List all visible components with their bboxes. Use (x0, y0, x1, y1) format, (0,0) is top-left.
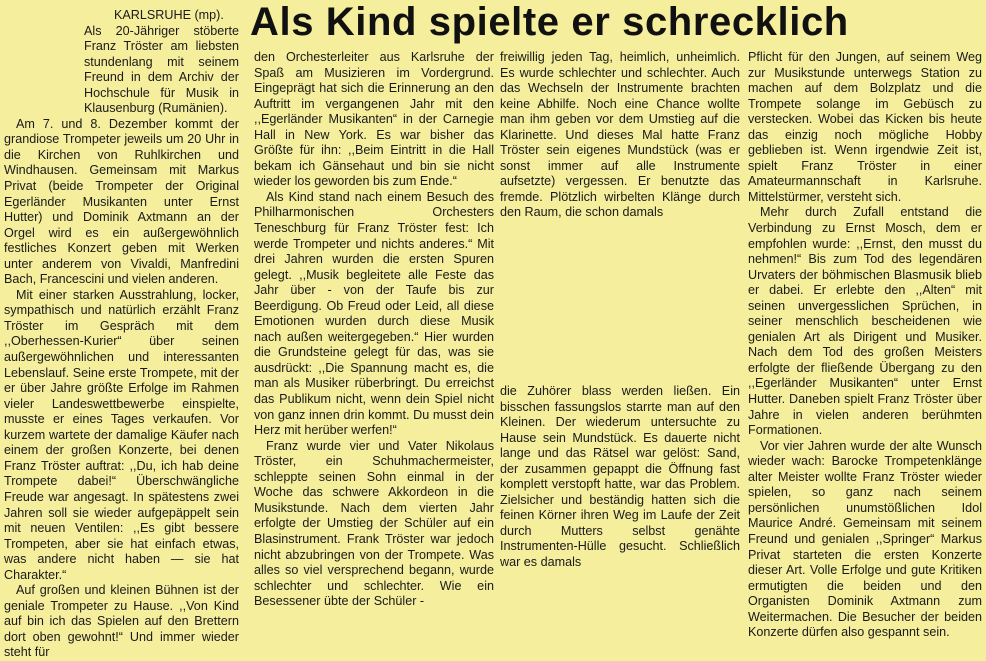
article-column-2 (254, 50, 494, 609)
paragraph: Als Kind stand nach einem Besuch des Philharmonischen Orchesters Teneschburg für Franz Tröster fest: Ich werde Trompeter und nichts anderes.“ Mit drei Jahren wurden die ersten Spuren gelegt. ,,Musik begleitete alle Feste das Jahr über - von der Taufe bis zur Beerdigung. Ob Freud oder Leid, all diese Emotionen wurden durch diese Musik nach außen weitergegeben.“ Hier wurden die Grundsteine gelegt für das, was sie ausdrückt: ,,Die Spannung macht es, die man als Musiker rüberbringt. Du erreichst das Publikum nicht, wenn dein Spiel nicht von ganz innen drin kommt. Du musst dein Herz mit herüber werfen!“ (254, 189, 494, 438)
article-headline: Als Kind spielte er schrecklich (250, 0, 849, 44)
paragraph: den Orchesterleiter aus Karlsruhe der Spaß am Musizieren im Vordergrund. Eingeprägt hat sich die Erinnerung an den Auftritt im vergangenen Jahr mit den ,,Egerländer Musikanten“ in der Carnegie Hall in New York. Es war bisher das Größte für ihn: ,,Beim Eintritt in die Hall bekam ich Gänsehaut und bin sie nicht wieder los geworden bis zum Ende.“ (254, 50, 494, 189)
paragraph: Am 7. und 8. Dezember kommt der grandiose Trompeter jeweils um 20 Uhr in die Kirchen von Ruhlkirchen und Windhausen. Gemeinsam mit Markus Privat (beide Trompeter der Original Egerländer Musikanten unter Ernst Hutter) und Dominik Axtmann an der Orgel wird es ein außergewöhnlich festliches Konzert geben mit Werken unter anderem von Vivaldi, Manfredini Bach, Francescini und vielen anderen. (4, 116, 239, 287)
paragraph: Franz wurde vier und Vater Nikolaus Tröster, ein Schuhmachermeister, schleppte seinen Sohn einmal in der Woche das schwere Akkordeon in die Musikstunde. Nach dem vierten Jahr erfolgte der Umstieg der Schüler auf ein Blasinstrument. Frank Tröster war jedoch nicht abzubringen von der Trompete. Was alles so viel versprechend begann, wurde schlechter und schlechter. Wie ein Besessener übte der Schüler - (254, 438, 494, 609)
article-column-3-bottom (500, 384, 740, 570)
lead-paragraph: Als 20-Jähriger stöberte Franz Tröster am liebsten stundenlang mit seinem Freund in dem Archiv der Hochschule für Musik in Klausenburg (Rumänien). (84, 23, 239, 116)
article-column-3-top (500, 50, 740, 220)
article-column-4 (748, 50, 982, 640)
paragraph: Mehr durch Zufall entstand die Verbindung zu Ernst Mosch, dem er empfohlen wurde: ,,Ernst, den musst du nehmen!“ Bis zum Tod des legendären Urvaters der böhmischen Blasmusik blieb er dabei. Er erlebte den ,,Alten“ mit seinen unvergesslichen Sprüchen, in seiner menschlich bescheidenen wie genialen Art als Dirigent und Musiker. Nach dem Tod des großen Meisters erfolgte der fließende Übergang zu den ,,Egerländer Musikanten“ unter Ernst Hutter. Daneben spielt Franz Tröster über Jahre in vielen anderen berühmten Formationen. (748, 205, 982, 438)
article-column-1 (4, 8, 239, 660)
paragraph: Pflicht für den Jungen, auf seinem Weg zur Musikstunde unterwegs Station zu machen auf dem Bolzplatz und die Trompete solange im Gebüsch zu verstecken. Wobei das Kicken bis heute das einzig noch mögliche Hobby geblieben ist. Wenn irgendwie Zeit ist, spielt Franz Tröster in einer Amateurmannschaft in Karlsruhe. Mittelstürmer, versteht sich. (748, 50, 982, 204)
paragraph: Mit einer starken Ausstrahlung, locker, sympathisch und natürlich erzählt Franz Tröster im Gespräch mit dem ,,Oberhessen-Kurier“ über seinen außergewöhnlichen und interessanten Lebenslauf. Seine erste Trompete, mit der er über Jahre größte Erfolge im Rahmen vieler Landeswettbewerbe einspielte, musste er eines Tages verkaufen. Vor kurzem wartete der damalige Käufer nach einem der großen Konzerte, bei denen Franz Tröster auftrat: ,,Du, ich hab deine Trompete dabei!“ Überschwängliche Freude war angesagt. In spätestens zwei Jahren soll sie wieder aufgepäppelt sein mit neuen Ventilen: ,,Es gibt bessere Trompeten, aber sie hat einfach etwas, was andere nicht haben — sie hat Charakter.“ (4, 287, 239, 582)
paragraph: freiwillig jeden Tag, heimlich, unheimlich. Es wurde schlechter und schlechter. Auch das Wechseln der Instrumente brachten keine Abhilfe. Noch eine Chance wollte man ihm geben vor dem Umstieg auf die Klarinette. Und dieses Mal hatte Franz Tröster sein eigenes Mundstück (was er sonst immer auf alle Instrumente aufsetzte) vergessen. Er benutzte das fremde. Plötzlich wirbelten Klänge durch den Raum, die schon damals (500, 50, 740, 220)
paragraph: Vor vier Jahren wurde der alte Wunsch wieder wach: Barocke Trompetenklänge alter Meister wollte Franz Tröster wieder spielen, so ganz nach seinem persönlichen unumstößlichen Idol Maurice André. Gemeinsam mit seinem Freund und genialen ,,Springer“ Markus Privat starteten die ersten Konzerte dieser Art. Volle Erfolge und gute Kritiken ermutigten die beiden und den Organisten Dominik Axtmann zum Weitermachen. Die Besucher der beiden Konzerte dürfen also gespannt sein. (748, 438, 982, 640)
dateline: KARLSRUHE (mp). (114, 8, 224, 22)
paragraph: die Zuhörer blass werden ließen. Ein bisschen fassungslos starrte man auf den Kleinen. Der wiederum untersuchte zu Hause sein Mundstück. Es dauerte nicht lange und das Rätsel war gelöst: Sand, der zusammen gepappt die Öffnung fast komplett verstopft hatte, war das Problem. Zielsicher und beständig hatten sich die feinen Körner ihren Weg im Laufe der Zeit durch Mutters selbst genähte Instrumenten-Hülle gesucht. Schließlich war es damals (500, 384, 740, 570)
paragraph: Auf großen und kleinen Bühnen ist der geniale Trompeter zu Hause. ,,Von Kind auf bin ich das Spielen auf den Brettern dort oben gewohnt!“ Und immer wieder steht für (4, 583, 239, 660)
